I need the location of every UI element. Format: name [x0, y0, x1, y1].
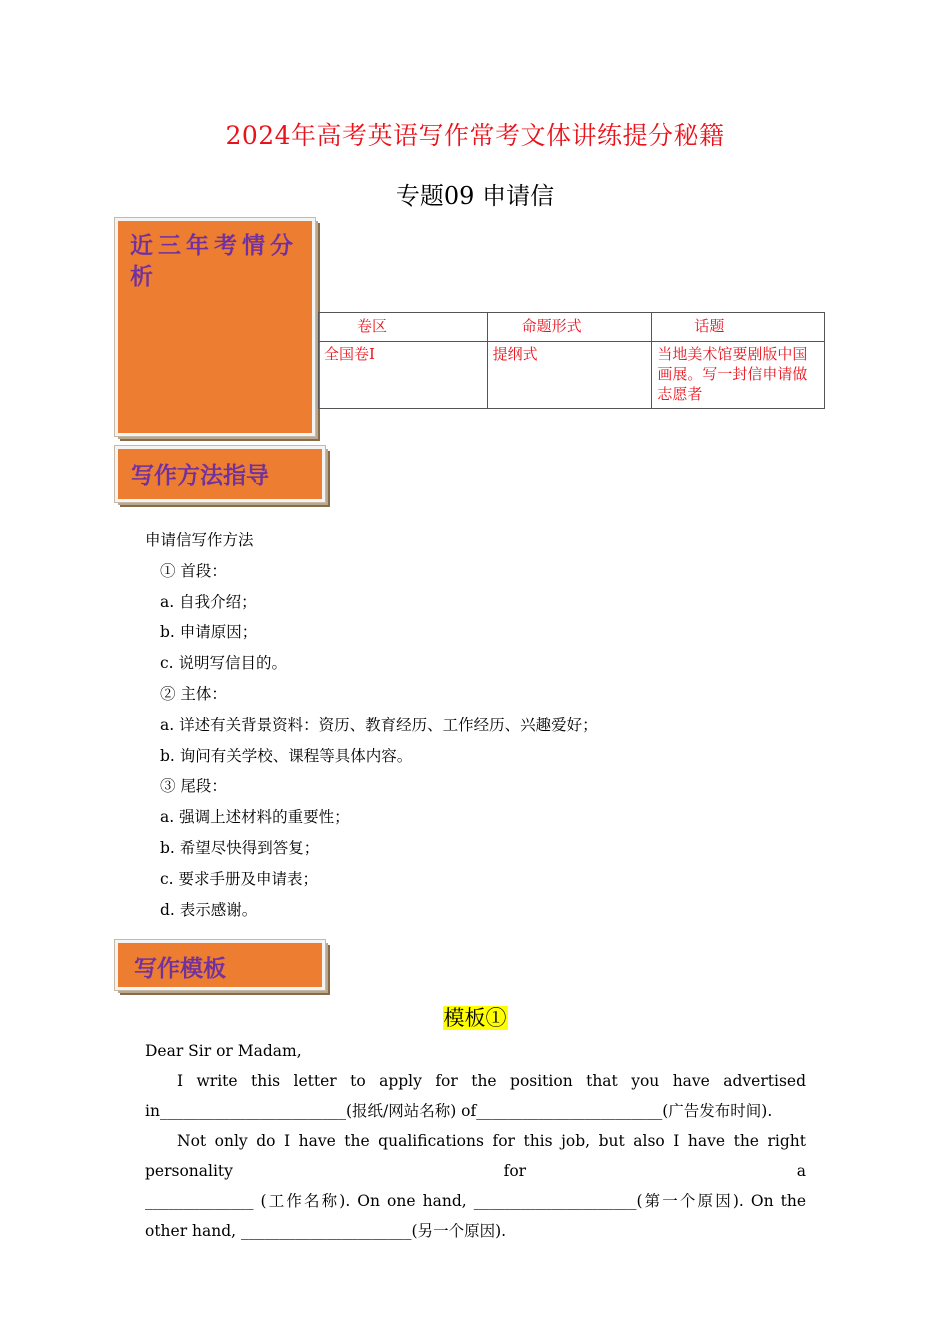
letter-template [145, 1036, 806, 1246]
list-item: b. 希望尽快得到答复； [160, 838, 320, 857]
document-title: 2024年高考英语写作常考文体讲练提分秘籍 [225, 121, 725, 150]
table-header-cell: 卷区 [319, 313, 488, 342]
letter-greeting: Dear Sir or Madam, [145, 1042, 302, 1060]
list-item: ③ 尾段： [160, 777, 227, 796]
exam-table [318, 312, 825, 409]
list-item: a. 强调上述材料的重要性； [160, 808, 350, 827]
letter-line: ______________ (工作名称). On one hand, _____________________(第一个原因). On the [145, 1192, 806, 1210]
table-cell: 提纲式 [487, 342, 652, 409]
list-item: d. 表示感谢。 [160, 900, 258, 919]
method-heading: 申请信写作方法 [145, 531, 254, 549]
letter-line: I write this letter to apply for the position that you have advertised [177, 1072, 806, 1090]
section-banner-exam-analysis [115, 218, 315, 436]
section-label: 写作模板 [134, 956, 226, 982]
letter-line: Not only do I have the qualifications for this job, but also I have the right personality for a [145, 1132, 806, 1180]
section-banner-writing-template [115, 940, 325, 990]
template-label [0, 1002, 950, 1032]
letter-line: in________________________(报纸/网站名称) of________________________(广告发布时间). [145, 1102, 773, 1120]
list-item: b. 申请原因； [160, 623, 258, 642]
section-banner-writing-method [115, 446, 325, 502]
list-item: a. 详述有关背景资料：资历、教育经历、工作经历、兴趣爱好； [160, 715, 598, 734]
list-item: b. 询问有关学校、课程等具体内容。 [160, 746, 413, 765]
list-item: a. 自我介绍； [160, 592, 257, 611]
table-header-cell: 命题形式 [487, 313, 652, 342]
template-label-highlight: 模板① [443, 1006, 507, 1030]
list-item: ② 主体： [160, 684, 227, 703]
list-item: c. 要求手册及申请表； [160, 869, 319, 888]
table-row [319, 342, 825, 409]
list-item: c. 说明写信目的。 [160, 654, 288, 673]
table-cell: 全国卷I [319, 342, 488, 409]
table-header-cell: 话题 [652, 313, 825, 342]
method-list [145, 525, 598, 925]
section-label: 近三年考情分析 [130, 233, 298, 290]
list-item: ① 首段： [160, 561, 227, 580]
section-label: 写作方法指导 [131, 463, 269, 489]
table-header-row [319, 313, 825, 342]
table-cell: 当地美术馆要剧版中国画展。写一封信申请做志愿者 [652, 342, 825, 409]
letter-line: other hand, ______________________(另一个原因). [145, 1222, 507, 1240]
document-subtitle: 专题09 申请信 [395, 182, 555, 210]
